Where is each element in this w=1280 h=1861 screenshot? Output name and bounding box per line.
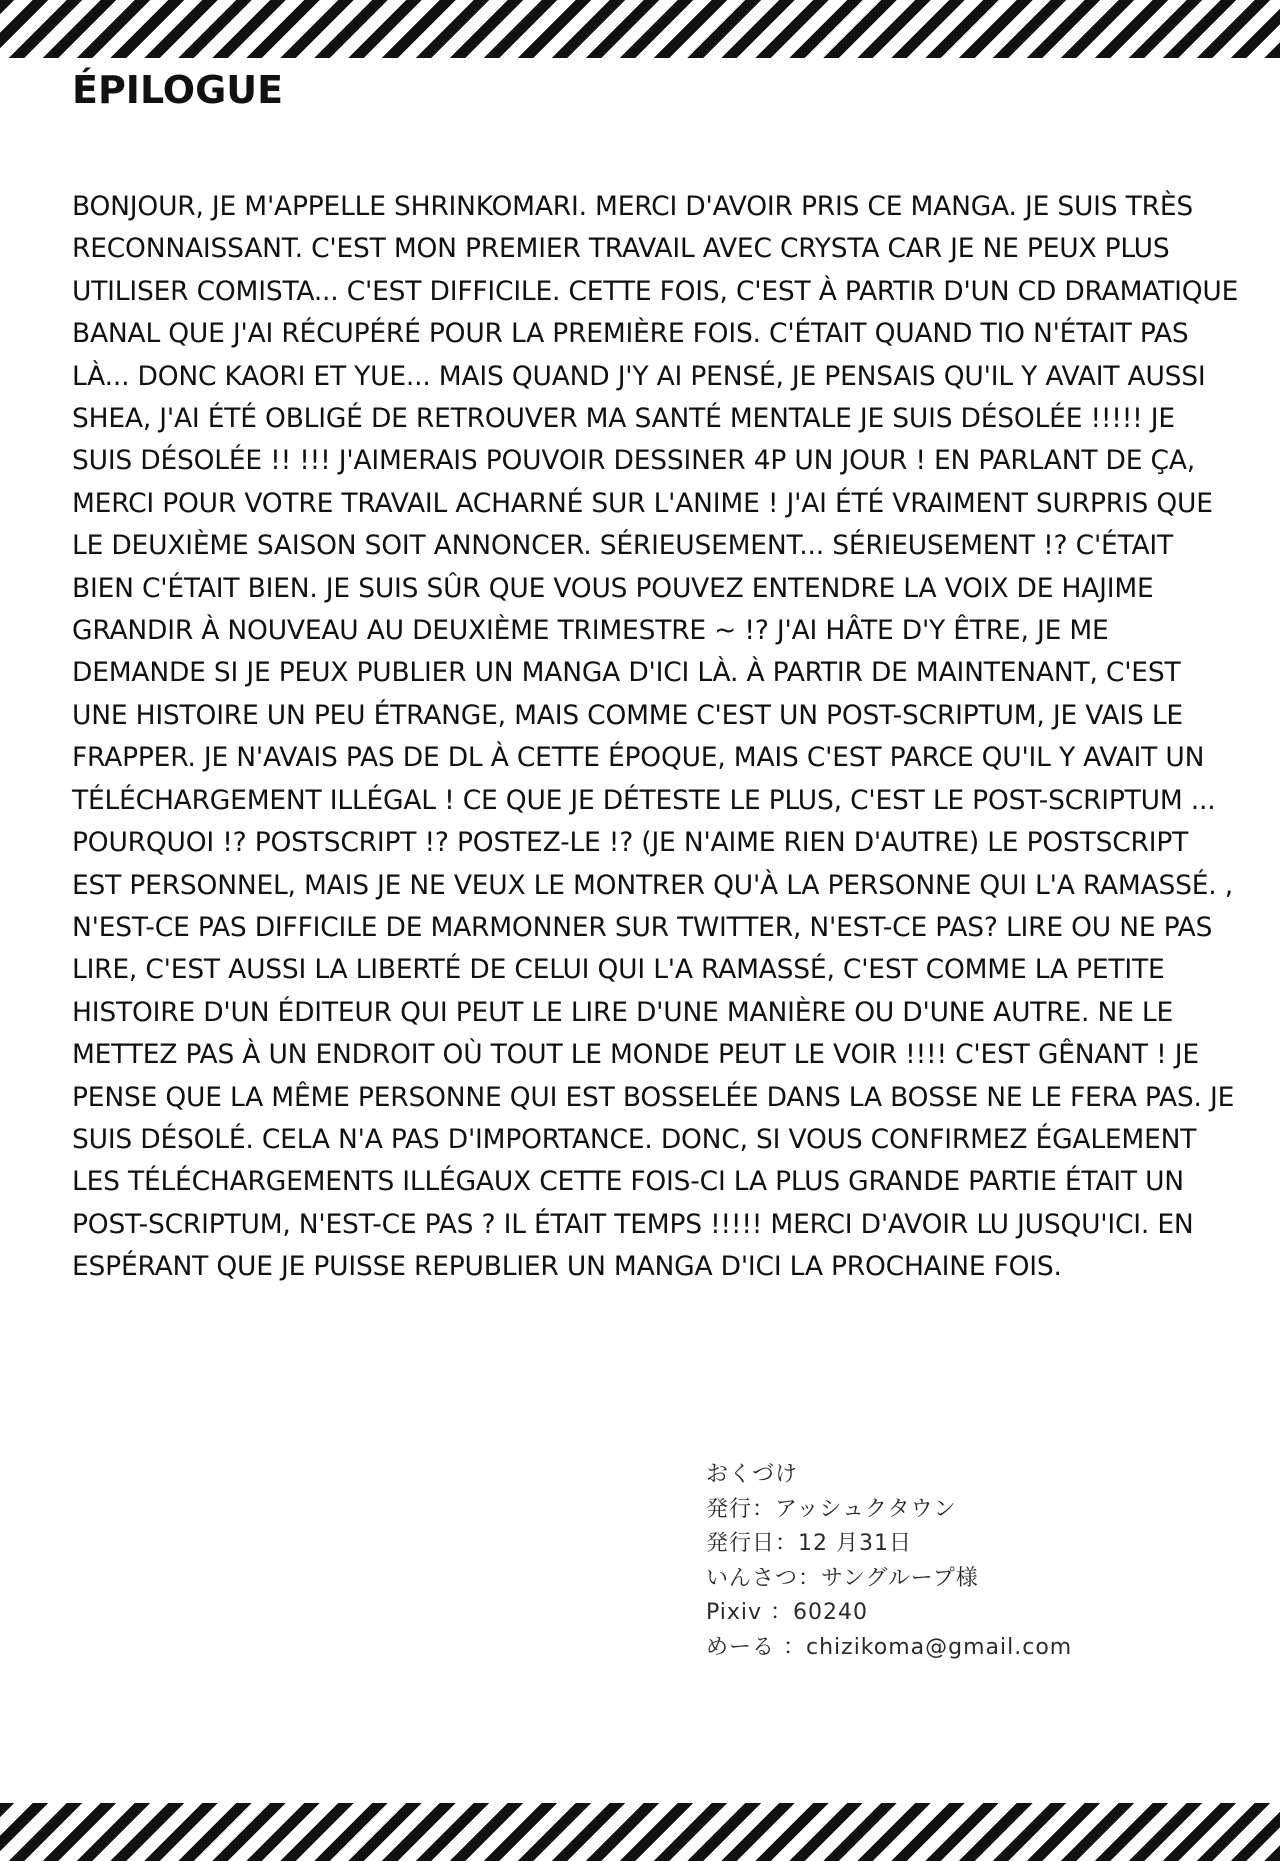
page-title: ÉPILOGUE: [72, 68, 284, 112]
colophon: [706, 1458, 1226, 1666]
colophon-pixiv: Pixiv ：60240: [706, 1600, 869, 1626]
colophon-email: めーる ：chizikoma@gmail.com: [706, 1634, 1073, 1660]
top-stripe-border: [0, 0, 1280, 58]
epilogue-body-text: BONJOUR, JE M'APPELLE SHRINKOMARI. MERCI D'AVOIR PRIS CE MANGA. JE SUIS TRÈS RECONNAISSANT. C'EST MON PREMIER TRAVAIL AVEC CRYSTA CAR JE NE PEUX PLUS UTILISER COMISTA... C'EST DIFFICILE. CETTE FOIS, C'EST À PARTIR D'UN CD DRAMATIQUE BANAL QUE J'AI RÉCUPÉRÉ POUR LA PREMIÈRE FOIS. C'ÉTAIT QUAND TIO N'ÉTAIT PAS LÀ... DONC KAORI ET YUE... MAIS QUAND J'Y AI PENSÉ, JE PENSAIS QU'IL Y AVAIT AUSSI SHEA, J'AI ÉTÉ OBLIGÉ DE RETROUVER MA SANTÉ MENTALE JE SUIS DÉSOLÉE !!!!! JE SUIS DÉSOLÉE !! !!! J'AIMERAIS POUVOIR DESSINER 4P UN JOUR ! EN PARLANT DE ÇA, MERCI POUR VOTRE TRAVAIL ACHARNÉ SUR L'ANIME ! J'AI ÉTÉ VRAIMENT SURPRIS QUE LE DEUXIÈME SAISON SOIT ANNONCER. SÉRIEUSEMENT... SÉRIEUSEMENT !? C'ÉTAIT BIEN C'ÉTAIT BIEN. JE SUIS SÛR QUE VOUS POUVEZ ENTENDRE LA VOIX DE HAJIME GRANDIR À NOUVEAU AU DEUXIÈME TRIMESTRE ~ !? J'AI HÂTE D'Y ÊTRE, JE ME DEMANDE SI JE PEUX PUBLIER UN MANGA D'ICI LÀ. À PARTIR DE MAINTENANT, C'EST UNE HISTOIRE UN PEU ÉTRANGE, MAIS COMME C'EST UN POST-SCRIPTUM, JE VAIS LE FRAPPER. JE N'AVAIS PAS DE DL À CETTE ÉPOQUE, MAIS C'EST PARCE QU'IL Y AVAIT UN TÉLÉCHARGEMENT ILLÉGAL ! CE QUE JE DÉTESTE LE PLUS, C'EST LE POST-SCRIPTUM ... POURQUOI !? POSTSCRIPT !? POSTEZ-LE !? (JE N'AIME RIEN D'AUTRE) LE POSTSCRIPT EST PERSONNEL, MAIS JE NE VEUX LE MONTRER QU'À LA PERSONNE QUI L'A RAMASSÉ. , N'EST-CE PAS DIFFICILE DE MARMONNER SUR TWITTER, N'EST-CE PAS? LIRE OU NE PAS LIRE, C'EST AUSSI LA LIBERTÉ DE CELUI QUI L'A RAMASSÉ, C'EST COMME LA PETITE HISTOIRE D'UN ÉDITEUR QUI PEUT LE LIRE D'UNE MANIÈRE OU D'UNE AUTRE. NE LE METTEZ PAS À UN ENDROIT OÙ TOUT LE MONDE PEUT LE VOIR !!!! C'EST GÊNANT ! JE PENSE QUE LA MÊME PERSONNE QUI EST BOSSELÉE DANS LA BOSSE NE LE FERA PAS. JE SUIS DÉSOLÉ. CELA N'A PAS D'IMPORTANCE. DONC, SI VOUS CONFIRMEZ ÉGALEMENT LES TÉLÉCHARGEMENTS ILLÉGAUX CETTE FOIS-CI LA PLUS GRANDE PARTIE ÉTAIT UN POST-SCRIPTUM, N'EST-CE PAS ? IL ÉTAIT TEMPS !!!!! MERCI D'AVOIR LU JUSQU'ICI. EN ESPÉRANT QUE JE PUISSE REPUBLIER UN MANGA D'ICI LA PROCHAINE FOIS.: [72, 191, 1239, 1283]
colophon-printer: いんさつ：サングループ様: [706, 1565, 979, 1591]
colophon-publisher: 発行：アッシュクタウン: [706, 1496, 957, 1522]
colophon-heading: おくづけ: [706, 1462, 799, 1487]
colophon-date: 発行日：12 月31日: [706, 1531, 912, 1557]
bottom-stripe-border: [0, 1803, 1280, 1861]
